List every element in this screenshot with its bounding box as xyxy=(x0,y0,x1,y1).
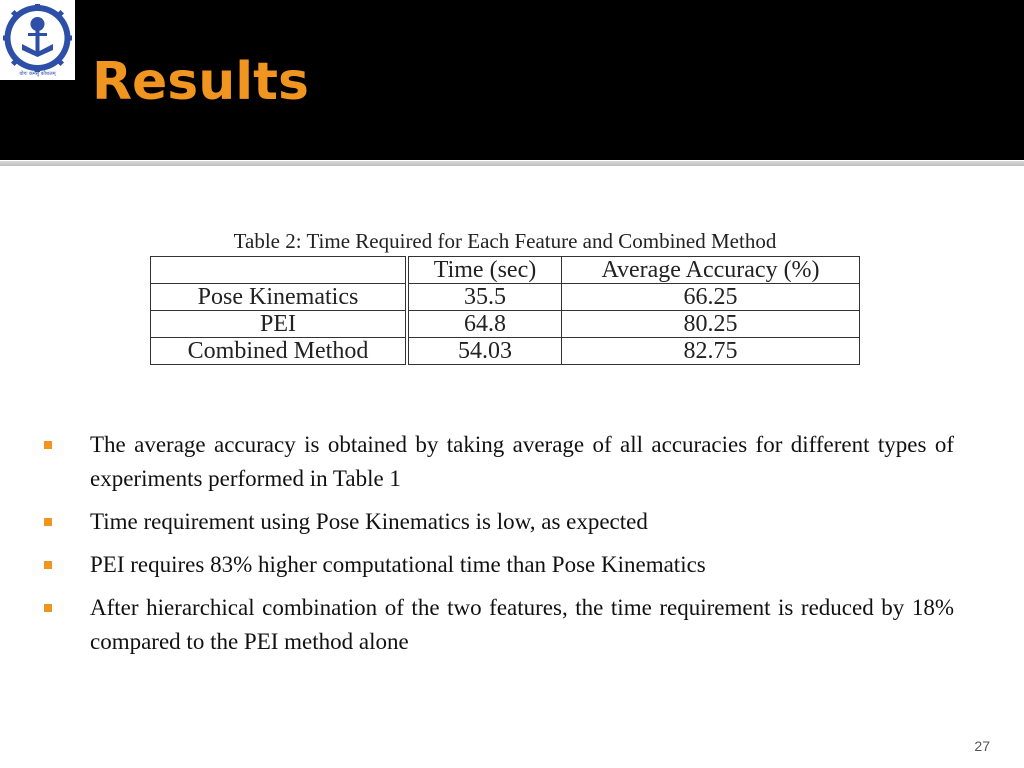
bullet-text: After hierarchical combination of the two features, the time requirement is reduced by 18% compared to the PEI method alone xyxy=(90,595,954,654)
table-row xyxy=(151,338,860,365)
table-header-row xyxy=(151,257,860,284)
header-divider xyxy=(0,161,1024,166)
bullet-item xyxy=(42,428,954,496)
institute-logo xyxy=(0,0,75,80)
square-bullet-icon xyxy=(44,441,52,449)
table-cell: 66.25 xyxy=(562,284,860,311)
table-caption: Table 2: Time Required for Each Feature and Combined Method xyxy=(233,229,777,253)
table-cell: Pose Kinematics xyxy=(151,284,408,311)
bullet-text: PEI requires 83% higher computational time than Pose Kinematics xyxy=(90,552,706,577)
table-cell: 54.03 xyxy=(407,338,562,365)
table-header-cell xyxy=(151,257,408,284)
slide-title: Results xyxy=(92,52,309,112)
table-cell: 82.75 xyxy=(562,338,860,365)
bullet-text: Time requirement using Pose Kinematics is low, as expected xyxy=(90,509,648,534)
bullet-item xyxy=(42,548,954,582)
table-cell: Combined Method xyxy=(151,338,408,365)
table-row xyxy=(151,284,860,311)
bullet-list xyxy=(42,428,954,668)
square-bullet-icon xyxy=(44,561,52,569)
bullet-text: The average accuracy is obtained by taking average of all accuracies for different types of experiments performed in Table 1 xyxy=(90,432,954,491)
table-cell: 80.25 xyxy=(562,311,860,338)
bullet-item xyxy=(42,505,954,539)
table-row xyxy=(151,311,860,338)
results-table xyxy=(150,256,860,365)
page-number: 27 xyxy=(974,738,990,754)
table-cell: PEI xyxy=(151,311,408,338)
square-bullet-icon xyxy=(44,604,52,612)
table-header-cell: Average Accuracy (%) xyxy=(562,257,860,284)
square-bullet-icon xyxy=(44,518,52,526)
svg-text:योगः कर्मसु कौशलम्: योगः कर्मसु कौशलम् xyxy=(19,71,56,77)
table-cell: 35.5 xyxy=(407,284,562,311)
bullet-item xyxy=(42,591,954,659)
table-header-cell: Time (sec) xyxy=(407,257,562,284)
table-cell: 64.8 xyxy=(407,311,562,338)
